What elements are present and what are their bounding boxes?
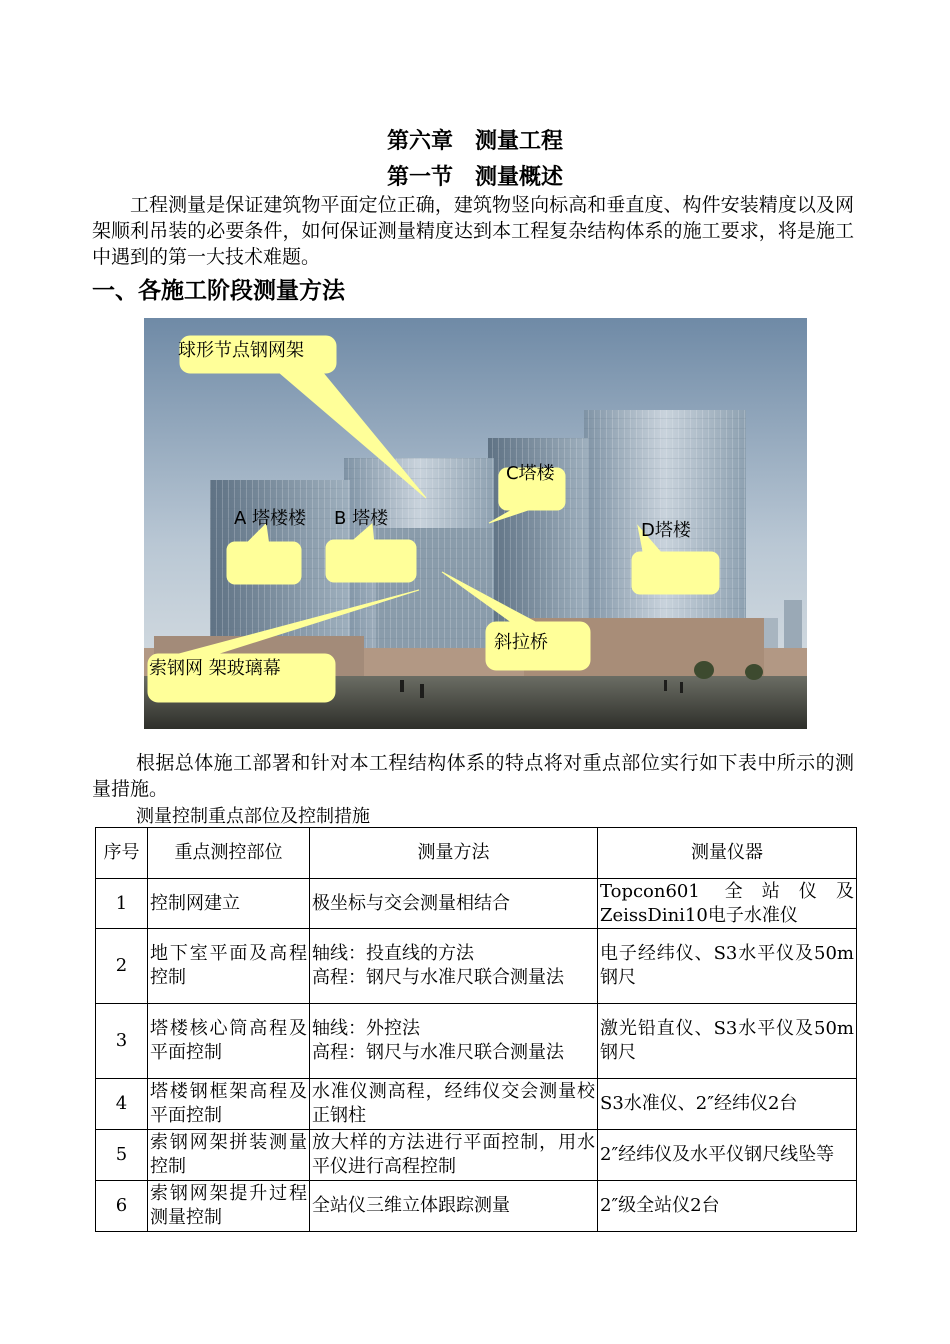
cell-instrument: 2″经纬仪及水平仪钢尺线坠等 bbox=[598, 1130, 857, 1181]
cell-instrument: 激光铅直仪、S3水平仪及50m钢尺 bbox=[598, 1004, 857, 1079]
building-rendering-figure bbox=[144, 318, 807, 729]
cell-instrument: 电子经纬仪、S3水平仪及50m钢尺 bbox=[598, 929, 857, 1004]
cell-part: 塔楼核心筒高程及平面控制 bbox=[148, 1004, 310, 1079]
cell-method bbox=[310, 1181, 598, 1232]
cell-instrument: Topcon601 全站仪及ZeissDini10电子水准仪 bbox=[598, 879, 857, 929]
table-row bbox=[96, 1079, 857, 1130]
callout-tower-a: A 塔楼楼 bbox=[234, 508, 307, 529]
callout-cable-stayed-bridge: 斜拉桥 bbox=[494, 632, 548, 653]
measurement-control-table bbox=[95, 827, 857, 1232]
cell-method bbox=[310, 1130, 598, 1181]
table-row bbox=[96, 1004, 857, 1079]
method-line: 极坐标与交会测量相结合 bbox=[312, 892, 510, 914]
table-row bbox=[96, 1181, 857, 1232]
method-line: 高程：钢尺与水准尺联合测量法 bbox=[312, 1042, 564, 1063]
table-caption: 测量控制重点部位及控制措施 bbox=[136, 806, 370, 827]
cell-no: 5 bbox=[96, 1130, 148, 1181]
cell-part: 控制网建立 bbox=[148, 879, 310, 929]
callout-ball-joint-steel-grid: 球形节点钢网架 bbox=[178, 340, 304, 361]
callout-tower-c: C塔楼 bbox=[506, 463, 555, 484]
header-method: 测量方法 bbox=[310, 828, 598, 879]
callout-tower-b: B 塔楼 bbox=[334, 508, 389, 529]
header-part: 重点测控部位 bbox=[148, 828, 310, 879]
cell-part: 地下室平面及高程控制 bbox=[148, 929, 310, 1004]
cell-no: 1 bbox=[96, 879, 148, 929]
cell-part: 索钢网架提升过程测量控制 bbox=[148, 1181, 310, 1232]
callout-tower-d: D塔楼 bbox=[641, 520, 691, 541]
header-instrument: 测量仪器 bbox=[598, 828, 857, 879]
method-line: 轴线：外控法 bbox=[312, 1018, 420, 1039]
header-no: 序号 bbox=[96, 828, 148, 879]
cell-instrument: 2″级全站仪2台 bbox=[598, 1181, 857, 1232]
section-title: 第一节 测量概述 bbox=[386, 165, 563, 190]
cell-method bbox=[310, 929, 598, 1004]
cell-no: 6 bbox=[96, 1181, 148, 1232]
cell-no: 3 bbox=[96, 1004, 148, 1079]
table-header-row bbox=[96, 828, 857, 879]
cell-part: 索钢网架拼装测量控制 bbox=[148, 1130, 310, 1181]
table-row bbox=[96, 1130, 857, 1181]
cell-method bbox=[310, 879, 598, 929]
intro-paragraph: 工程测量是保证建筑物平面定位正确，建筑物竖向标高和垂直度、构件安装精度以及网架顺利吊装的必要条件，如何保证测量精度达到本工程复杂结构体系的施工要求，将是施工中遇到的第一大技术难题。 bbox=[92, 194, 854, 268]
callout-cable-net-glass-curtain: 索钢网 架玻璃幕 bbox=[149, 658, 281, 679]
method-line: 轴线：投直线的方法 bbox=[312, 943, 474, 964]
heading-measurement-methods: 一、各施工阶段测量方法 bbox=[92, 278, 345, 304]
chapter-title: 第六章 测量工程 bbox=[386, 129, 563, 154]
method-line: 水准仪测高程，经纬仪交会测量校正钢柱 bbox=[312, 1081, 595, 1126]
cell-part: 塔楼钢框架高程及平面控制 bbox=[148, 1079, 310, 1130]
cell-instrument: S3水准仪、2″经纬仪2台 bbox=[598, 1079, 857, 1130]
measures-paragraph: 根据总体施工部署和针对本工程结构体系的特点将对重点部位实行如下表中所示的测量措施。 bbox=[92, 752, 854, 800]
cell-method bbox=[310, 1004, 598, 1079]
method-line: 高程：钢尺与水准尺联合测量法 bbox=[312, 967, 564, 988]
table-row bbox=[96, 929, 857, 1004]
cell-no: 2 bbox=[96, 929, 148, 1004]
method-line: 放大样的方法进行平面控制，用水平仪进行高程控制 bbox=[312, 1132, 595, 1177]
table-row bbox=[96, 879, 857, 929]
cell-method bbox=[310, 1079, 598, 1130]
method-line: 全站仪三维立体跟踪测量 bbox=[312, 1195, 510, 1216]
cell-no: 4 bbox=[96, 1079, 148, 1130]
